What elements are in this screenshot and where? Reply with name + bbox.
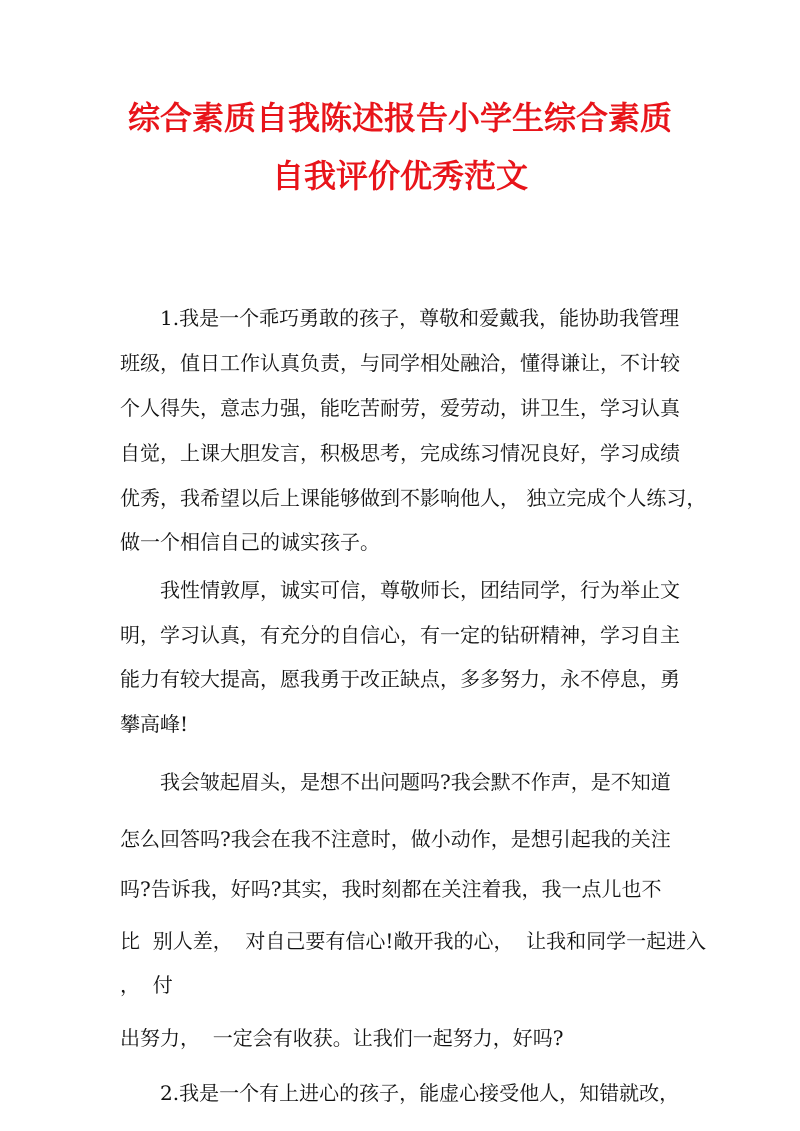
paragraph-4-line-1: 2.我是一个有上进心的孩子，能虚心接受他人，知错就改， [160,1081,680,1105]
paragraph-2-line-4: 攀高峰! [120,712,189,736]
paragraph-3-line-2: 怎么回答吗?我会在我不注意时，做小动作，是想引起我的关注 [120,827,671,851]
paragraph-1-line-1: 1.我是一个乖巧勇敢的孩子，尊敬和爱戴我，能协助我管理 [160,306,680,330]
paragraph-1-line-3: 个人得失，意志力强，能吃苦耐劳，爱劳动，讲卫生，学习认真 [120,396,680,420]
paragraph-2-line-1: 我性情敦厚，诚实可信，尊敬师长，团结同学，行为举止文 [160,578,680,602]
paragraph-2-line-2: 明，学习认真，有充分的自信心，有一定的钻研精神，学习自主 [120,623,680,647]
paragraph-3-line-5: ， 付 [120,973,173,997]
document-title-line-2: 自我评价优秀范文 [271,157,528,195]
document-title-line-1: 综合素质自我陈述报告小学生综合素质 [127,99,672,137]
paragraph-3-line-1: 我会皱起眉头，是想不出问题吗?我会默不作声，是不知道 [160,770,671,794]
paragraph-1-line-2: 班级，值日工作认真负责，与同学相处融洽，懂得谦让，不计较 [120,351,680,375]
paragraph-3-line-3: 吗?告诉我，好吗?其实，我时刻都在关注着我，我一点儿也不 [120,877,662,901]
paragraph-1-line-5: 优秀，我希望以后上课能够做到不影响他人， 独立完成个人练习， [120,486,707,510]
paragraph-1-line-6: 做一个相信自己的诚实孩子。 [120,530,380,554]
paragraph-3-line-6: 出努力， 一定会有收获。让我们一起努力，好吗? [120,1026,564,1050]
paragraph-1-line-4: 自觉，上课大胆发言，积极思考，完成练习情况良好，学习成绩 [120,441,680,465]
paragraph-2-line-3: 能力有较大提高，愿我勇于改正缺点，多多努力，永不停息，勇 [120,667,680,691]
paragraph-3-line-4: 比 别人差， 对自己要有信心!敞开我的心， 让我和同学一起进入 [120,929,707,953]
